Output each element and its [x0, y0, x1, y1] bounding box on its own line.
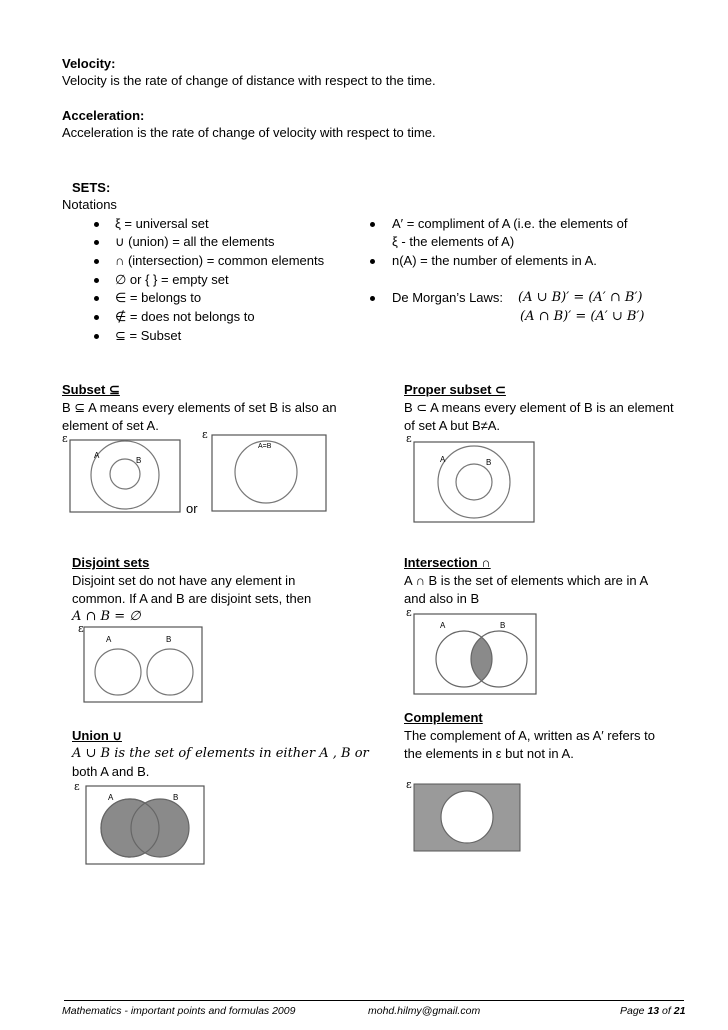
bullet-icon	[94, 222, 99, 227]
subset-heading: Subset ⊆	[62, 382, 120, 397]
disjoint-venn-diagram	[76, 620, 206, 704]
acceleration-heading: Acceleration:	[62, 108, 145, 123]
disjoint-definition-line2: common. If A and B are disjoint sets, then	[72, 591, 312, 606]
notation-universal-set: ξ = universal set	[115, 216, 209, 231]
subset-venn-diagram	[60, 430, 190, 514]
set-b-label: B	[136, 456, 142, 465]
set-ab-label: A=B	[258, 443, 272, 450]
subset-definition-line1: B ⊆ A means every elements of set B is also an	[62, 400, 337, 415]
notation-subset: ⊆ = Subset	[115, 328, 182, 343]
notation-complement-line1: A′ = compliment of A (i.e. the elements of	[392, 216, 628, 231]
demorgan-law-2: (A ∩ B)′ = (A′ ∪ B′)	[520, 309, 645, 324]
complement-heading: Complement	[404, 710, 483, 725]
epsilon-label: ε	[74, 780, 80, 793]
intersection-definition-line2: and also in B	[404, 591, 480, 606]
page-of: of	[659, 1005, 674, 1017]
notation-belongs-to: ∈ = belongs to	[115, 290, 202, 305]
notation-intersection: ∩ (intersection) = common elements	[115, 253, 325, 268]
epsilon-label: ε	[78, 622, 84, 635]
set-a-label: A	[440, 621, 446, 630]
velocity-heading: Velocity:	[62, 56, 116, 71]
disjoint-definition-line1: Disjoint set do not have any element in	[72, 573, 296, 588]
notation-not-belongs-to: ∉ = does not belongs to	[115, 309, 255, 324]
footer-page-number	[620, 1005, 685, 1017]
equal-sets-venn-diagram	[200, 426, 330, 514]
union-definition-line1: A ∪ B is the set of elements in either A , B or	[72, 746, 369, 761]
bullet-icon	[370, 259, 375, 264]
velocity-definition: Velocity is the rate of change of distance with respect to the time.	[62, 73, 436, 88]
set-b-circle	[147, 649, 193, 695]
set-b-label: B	[173, 793, 179, 802]
epsilon-label: ε	[406, 778, 412, 791]
disjoint-formula: A ∩ B = ∅	[72, 609, 141, 624]
set-b-label: B	[500, 621, 506, 630]
intersection-definition-line1: A ∩ B is the set of elements which are in A	[404, 573, 649, 588]
page-total: 21	[673, 1005, 686, 1017]
page-current: 13	[647, 1005, 660, 1017]
epsilon-label: ε	[62, 432, 68, 445]
bullet-icon	[370, 222, 375, 227]
notations-label: Notations	[62, 197, 117, 212]
bullet-icon	[94, 315, 99, 320]
bullet-icon	[94, 334, 99, 339]
union-heading: Union ∪	[72, 728, 122, 743]
complement-definition-line1: The complement of A, written as A′ refers to	[404, 728, 655, 743]
notation-count: n(A) = the number of elements in A.	[392, 253, 597, 268]
sets-heading: SETS:	[72, 180, 111, 195]
epsilon-label: ε	[202, 428, 208, 441]
set-b-label: B	[486, 458, 492, 467]
notation-empty-set: ∅ or { } = empty set	[115, 272, 229, 287]
set-a-circle	[441, 791, 493, 843]
footer-divider	[64, 1000, 684, 1001]
set-a-circle	[95, 649, 141, 695]
demorgan-label: De Morgan’s Laws:	[392, 290, 504, 305]
demorgan-law-1: (A ∪ B)′ = (A′ ∩ B′)	[518, 290, 643, 305]
set-a-label: A	[108, 793, 114, 802]
set-b-label: B	[166, 635, 172, 644]
intersection-heading: Intersection ∩	[404, 555, 491, 570]
set-b-circle	[456, 464, 492, 500]
set-ab-circle	[235, 441, 297, 503]
union-venn-diagram	[72, 778, 208, 866]
bullet-icon	[94, 296, 99, 301]
or-label: or	[186, 501, 198, 516]
set-a-label: A	[94, 451, 100, 460]
complement-definition-line2: the elements in ε but not in A.	[404, 746, 574, 761]
bullet-icon	[94, 278, 99, 283]
intersection-venn-diagram	[404, 604, 540, 696]
proper-subset-venn-diagram	[404, 430, 539, 524]
page-prefix: Page	[620, 1005, 648, 1017]
proper-subset-heading: Proper subset ⊂	[404, 382, 506, 397]
epsilon-label: ε	[406, 432, 412, 445]
footer-email: mohd.hilmy@gmail.com	[368, 1005, 481, 1017]
epsilon-label: ε	[406, 606, 412, 619]
complement-venn-diagram	[404, 776, 524, 854]
proper-subset-definition-line1: B ⊂ A means every element of B is an element	[404, 400, 674, 415]
set-b-circle	[131, 799, 189, 857]
footer-document-title: Mathematics - important points and formulas 2009	[62, 1005, 296, 1017]
set-a-label: A	[440, 455, 446, 464]
bullet-icon	[370, 296, 375, 301]
disjoint-heading: Disjoint sets	[72, 555, 150, 570]
acceleration-definition: Acceleration is the rate of change of velocity with respect to time.	[62, 125, 436, 140]
notation-union: ∪ (union) = all the elements	[115, 234, 275, 249]
set-a-label: A	[106, 635, 112, 644]
bullet-icon	[94, 240, 99, 245]
subset-definition-line2: element of set A.	[62, 418, 159, 433]
union-definition-line2: both A and B.	[72, 764, 150, 779]
proper-subset-definition-line2: of set A but B≠A.	[404, 418, 501, 433]
notation-complement-line2: ξ - the elements of A)	[392, 234, 515, 249]
bullet-icon	[94, 259, 99, 264]
